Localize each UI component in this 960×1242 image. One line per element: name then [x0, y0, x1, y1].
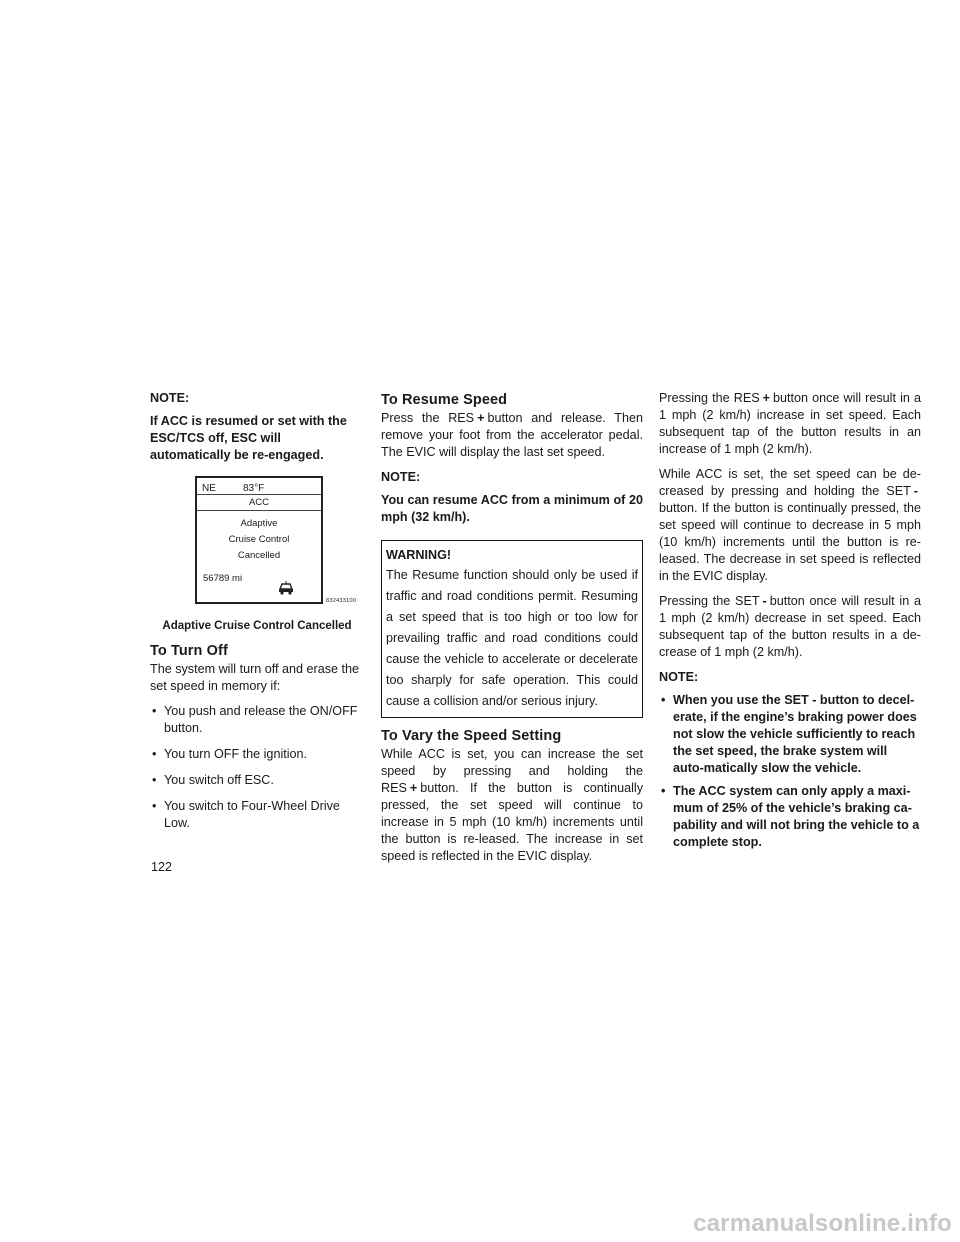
- text-span: Pressing the SET: [659, 594, 760, 608]
- note-label: NOTE:: [659, 670, 699, 684]
- evic-status-bar: [197, 478, 321, 495]
- plus-symbol: +: [762, 391, 770, 405]
- note-label: NOTE:: [381, 470, 421, 484]
- left-column: [150, 390, 362, 841]
- paragraph: [659, 593, 921, 661]
- list-item: • You switch to Four-Wheel Drive Low.: [150, 798, 362, 832]
- note-text: You can resume ACC from a minimum of 20 mph (32 km/h).: [381, 493, 643, 524]
- evic-acc-label: ACC: [197, 495, 321, 511]
- text-span: Press the RES: [381, 411, 475, 425]
- warning-title: WARNING!: [386, 548, 452, 562]
- minus-symbol: -: [762, 594, 767, 608]
- evic-figure: [150, 476, 362, 614]
- text-span: button. If the button is continually pressed, the set speed will continue to increase in 5 mph (10 km/h) increments until the button is re-leased. The increase in set speed is reflected in the EVIC display.: [381, 781, 643, 863]
- vary-heading: To Vary the Speed Setting: [381, 728, 562, 744]
- figure-caption: Adaptive Cruise Control Cancelled: [162, 620, 352, 632]
- list-item: • You switch off ESC.: [150, 772, 362, 789]
- turn-off-heading: To Turn Off: [150, 643, 228, 659]
- right-column: [659, 390, 921, 857]
- list-item: • You push and release the ON/OFF button.: [150, 703, 362, 737]
- middle-column: [381, 390, 643, 873]
- resume-paragraph: [381, 410, 643, 461]
- list-item: • You turn OFF the ignition.: [150, 746, 362, 763]
- note-text: If ACC is resumed or set with the ESC/TCS off, ESC will automatically be re-engaged.: [150, 414, 347, 462]
- vary-paragraph: [381, 746, 643, 865]
- paragraph: [659, 390, 921, 458]
- page-number: 122: [151, 860, 173, 874]
- plus-symbol: +: [477, 411, 485, 425]
- evic-message: [197, 516, 321, 564]
- text-span: button once will result in a 1 mph (2 km/h) decrease in set speed. Each subsequent tap of the button results in a de-crease of 1 mph (2 km/h).: [659, 594, 921, 659]
- cruise-car-icon: [277, 580, 295, 596]
- watermark: carmanualsonline.info: [693, 1210, 952, 1237]
- note-label: NOTE:: [150, 391, 190, 405]
- odometer-reading: 56789 mi: [203, 573, 243, 584]
- list-item: • When you use the SET - button to decel-erate, if the engine’s braking power does not slow the vehicle sufficiently to reach the set speed, the brake system will auto-matically slow the vehicle.: [659, 692, 921, 777]
- text-span: button and release. Then remove your foot from the accelerator pedal. The EVIC will display the last set speed.: [381, 411, 643, 459]
- warning-box: [381, 540, 643, 718]
- evic-message-line1: Adaptive: [240, 518, 278, 529]
- list-item: • The ACC system can only apply a maxi-mum of 25% of the vehicle’s braking ca-pability and will not bring the vehicle to a complete stop.: [659, 783, 921, 851]
- warning-text: The Resume function should only be used if traffic and road conditions permit. Resuming a set speed that is too high or too low for prevailing traffic and road conditions could cause the vehicle to accelerate or decelerate too sharply for safe operation. This could cause a collision and/or serious injury.: [386, 568, 638, 708]
- note-list: [659, 692, 921, 851]
- resume-heading: To Resume Speed: [381, 392, 508, 408]
- text-span: button. If the button is continually pressed, the set speed will continue to decrease in 5 mph (10 km/h) increments until the button is re-leased. The decrease in set speed is reflected in the EVIC display.: [659, 501, 921, 583]
- text-span: While ACC is set, the set speed can be de-creased by pressing and holding the SET: [659, 467, 921, 498]
- turn-off-list: [150, 703, 362, 832]
- turn-off-intro: The system will turn off and erase the set speed in memory if:: [150, 662, 360, 693]
- text-span: While ACC is set, you can increase the set speed by pressing and holding the RES: [381, 747, 643, 795]
- evic-display: [195, 476, 323, 604]
- compass-direction: NE: [202, 483, 216, 494]
- minus-symbol: -: [913, 484, 918, 498]
- text-span: Pressing the RES: [659, 391, 760, 405]
- evic-message-line3: Cancelled: [237, 550, 281, 561]
- evic-message-line2: Cruise Control: [228, 534, 290, 545]
- outside-temperature: 83°F: [243, 483, 265, 494]
- paragraph: [659, 466, 921, 585]
- figure-code: 832433100: [326, 598, 357, 604]
- text-span: button once will result in a 1 mph (2 km/h) increase in set speed. Each subsequent tap of the button results in an increase of 1 mph (2 km/h).: [659, 391, 921, 456]
- plus-symbol: +: [409, 781, 418, 795]
